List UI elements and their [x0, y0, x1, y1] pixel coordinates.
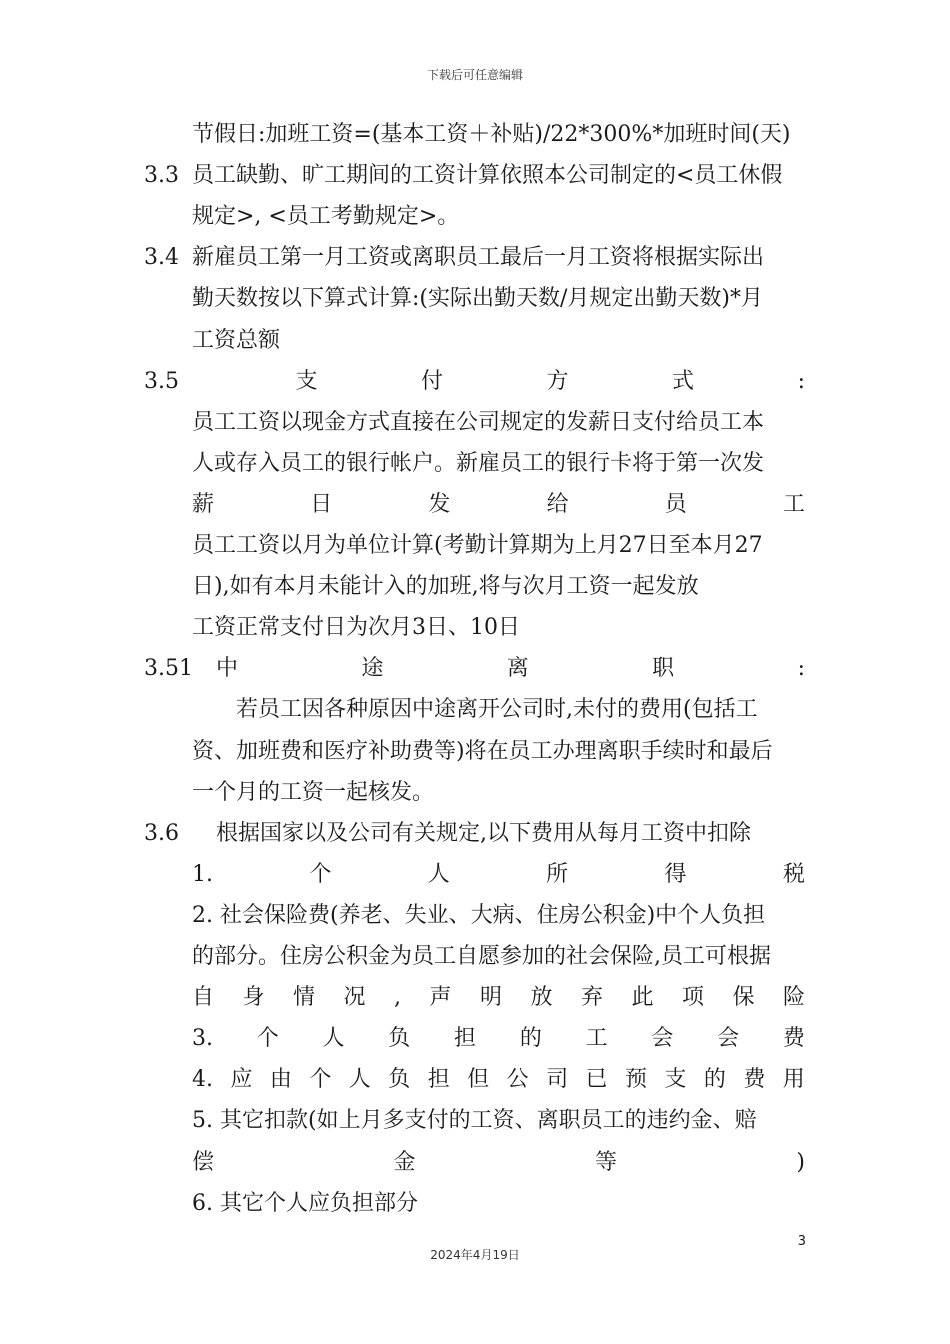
- line-token: 付: [421, 369, 444, 394]
- line-token: 日: [310, 492, 333, 517]
- text-line: 根据国家以及公司有关规定,以下费用从每月工资中扣除: [216, 821, 751, 846]
- line-token: 费: [743, 1067, 766, 1092]
- line-token: 工: [585, 1026, 608, 1051]
- text-line: [192, 860, 805, 890]
- text-line: 一个月的工资一起核发。: [192, 780, 435, 805]
- line-token: 方: [546, 369, 569, 394]
- text-line: 勤天数按以下算式计算:(实际出勤天数/月规定出勤天数)*月: [192, 286, 763, 311]
- line-token: 人: [427, 862, 450, 887]
- line-token: 由: [269, 1067, 292, 1092]
- line-token: 声: [429, 985, 452, 1010]
- line-token: 薪: [192, 492, 215, 517]
- line-token: 公: [506, 1067, 529, 1092]
- line-token: 发: [428, 492, 451, 517]
- page-number: 3: [797, 1234, 806, 1249]
- line-token: 但: [467, 1067, 490, 1092]
- line-token: 险: [782, 985, 805, 1010]
- line-token: 3.: [192, 1026, 213, 1051]
- text-line: [192, 490, 805, 520]
- line-token: 职: [652, 656, 675, 681]
- line-token: 的: [703, 1067, 726, 1092]
- line-token: 员: [664, 492, 687, 517]
- line-token: 工: [782, 492, 805, 517]
- line-token: 负: [388, 1067, 411, 1092]
- line-token: 人: [322, 1026, 345, 1051]
- line-token: 保: [732, 985, 755, 1010]
- text-line: 员工工资以现金方式直接在公司规定的发薪日支付给员工本: [192, 410, 765, 435]
- line-token: 得: [664, 862, 687, 887]
- line-token: ): [796, 1150, 805, 1175]
- text-line: 新雇员工第一月工资或离职员工最后一月工资将根据实际出: [192, 245, 765, 270]
- line-token: 弃: [580, 985, 603, 1010]
- text-line: 2. 社会保险费(养老、失业、大病、住房公积金)中个人负担: [192, 903, 766, 928]
- line-token: :: [797, 656, 805, 681]
- line-token: 给: [546, 492, 569, 517]
- line-token: 等: [594, 1150, 617, 1175]
- line-token: 金: [393, 1150, 416, 1175]
- line-token: 会: [651, 1026, 674, 1051]
- text-line: 日),如有本月未能计入的加班,将与次月工资一起发放: [192, 574, 699, 599]
- line-token: 司: [546, 1067, 569, 1092]
- page-footer-date: 2024年4月19日: [430, 1248, 520, 1262]
- line-token: 预: [624, 1067, 647, 1092]
- text-line: 若员工因各种原因中途离开公司时,未付的费用(包括工: [236, 697, 758, 722]
- line-token: 况: [343, 985, 366, 1010]
- line-token: 个: [256, 1026, 279, 1051]
- text-line: 工资正常支付日为次月3日、10日: [192, 615, 520, 640]
- text-line: 节假日:加班工资=(基本工资＋补贴)/22*300%*加班时间(天): [192, 122, 791, 147]
- section-number: 3.3: [144, 163, 179, 188]
- line-token: 此: [631, 985, 654, 1010]
- text-line: 人或存入员工的银行帐户。新雇员工的银行卡将于第一次发: [192, 451, 765, 476]
- text-line: [192, 1024, 805, 1054]
- line-token: 应: [230, 1067, 253, 1092]
- line-token: 自: [192, 985, 215, 1010]
- page-header: 下载后可任意编辑: [426, 68, 523, 82]
- text-line: 资、加班费和医疗补助费等)将在员工办理离职手续时和最后: [192, 739, 773, 764]
- line-token: 明: [479, 985, 502, 1010]
- line-token: 离: [506, 656, 529, 681]
- line-token: 支: [664, 1067, 687, 1092]
- text-line: 员工缺勤、旷工期间的工资计算依照本公司制定的<员工休假: [192, 163, 783, 188]
- text-line: [216, 654, 805, 684]
- line-token: 税: [782, 862, 805, 887]
- line-token: 项: [681, 985, 704, 1010]
- line-token: ,: [394, 985, 401, 1010]
- line-token: 费: [782, 1026, 805, 1051]
- section-number: 3.5: [144, 369, 179, 394]
- text-line: [192, 1148, 805, 1178]
- line-token: 支: [295, 369, 318, 394]
- text-line: [192, 367, 805, 397]
- line-token: 式: [672, 369, 695, 394]
- line-token: 的: [519, 1026, 542, 1051]
- line-token: 偿: [192, 1150, 215, 1175]
- line-token: 已: [585, 1067, 608, 1092]
- line-token: 中: [216, 656, 239, 681]
- text-line: 规定>, <员工考勤规定>。: [192, 204, 460, 229]
- text-line: 工资总额: [192, 328, 281, 353]
- line-token: 身: [242, 985, 265, 1010]
- line-token: 途: [361, 656, 384, 681]
- line-token: 所: [546, 862, 569, 887]
- line-token: 负: [388, 1026, 411, 1051]
- text-line: 5. 其它扣款(如上月多支付的工资、离职员工的违约金、赔: [192, 1108, 757, 1133]
- line-token: 个: [309, 1067, 332, 1092]
- text-line: [192, 983, 805, 1013]
- line-token: 用: [782, 1067, 805, 1092]
- line-token: 1.: [192, 862, 213, 887]
- line-token: 个: [309, 862, 332, 887]
- text-line: 6. 其它个人应负担部分: [192, 1191, 418, 1216]
- line-token: 放: [530, 985, 553, 1010]
- section-number: 3.51: [144, 656, 193, 681]
- line-token: 人: [348, 1067, 371, 1092]
- section-number: 3.6: [144, 821, 179, 846]
- text-line: 的部分。住房公积金为员工自愿参加的社会保险,员工可根据: [192, 944, 771, 969]
- text-line: 员工工资以月为单位计算(考勤计算期为上月27日至本月27: [192, 533, 763, 558]
- line-token: 情: [293, 985, 316, 1010]
- line-token: :: [797, 369, 805, 394]
- text-line: [192, 1065, 805, 1095]
- line-token: 会: [717, 1026, 740, 1051]
- line-token: 担: [454, 1026, 477, 1051]
- line-token: 担: [427, 1067, 450, 1092]
- line-token: 4.: [192, 1067, 213, 1092]
- section-number: 3.4: [144, 245, 179, 270]
